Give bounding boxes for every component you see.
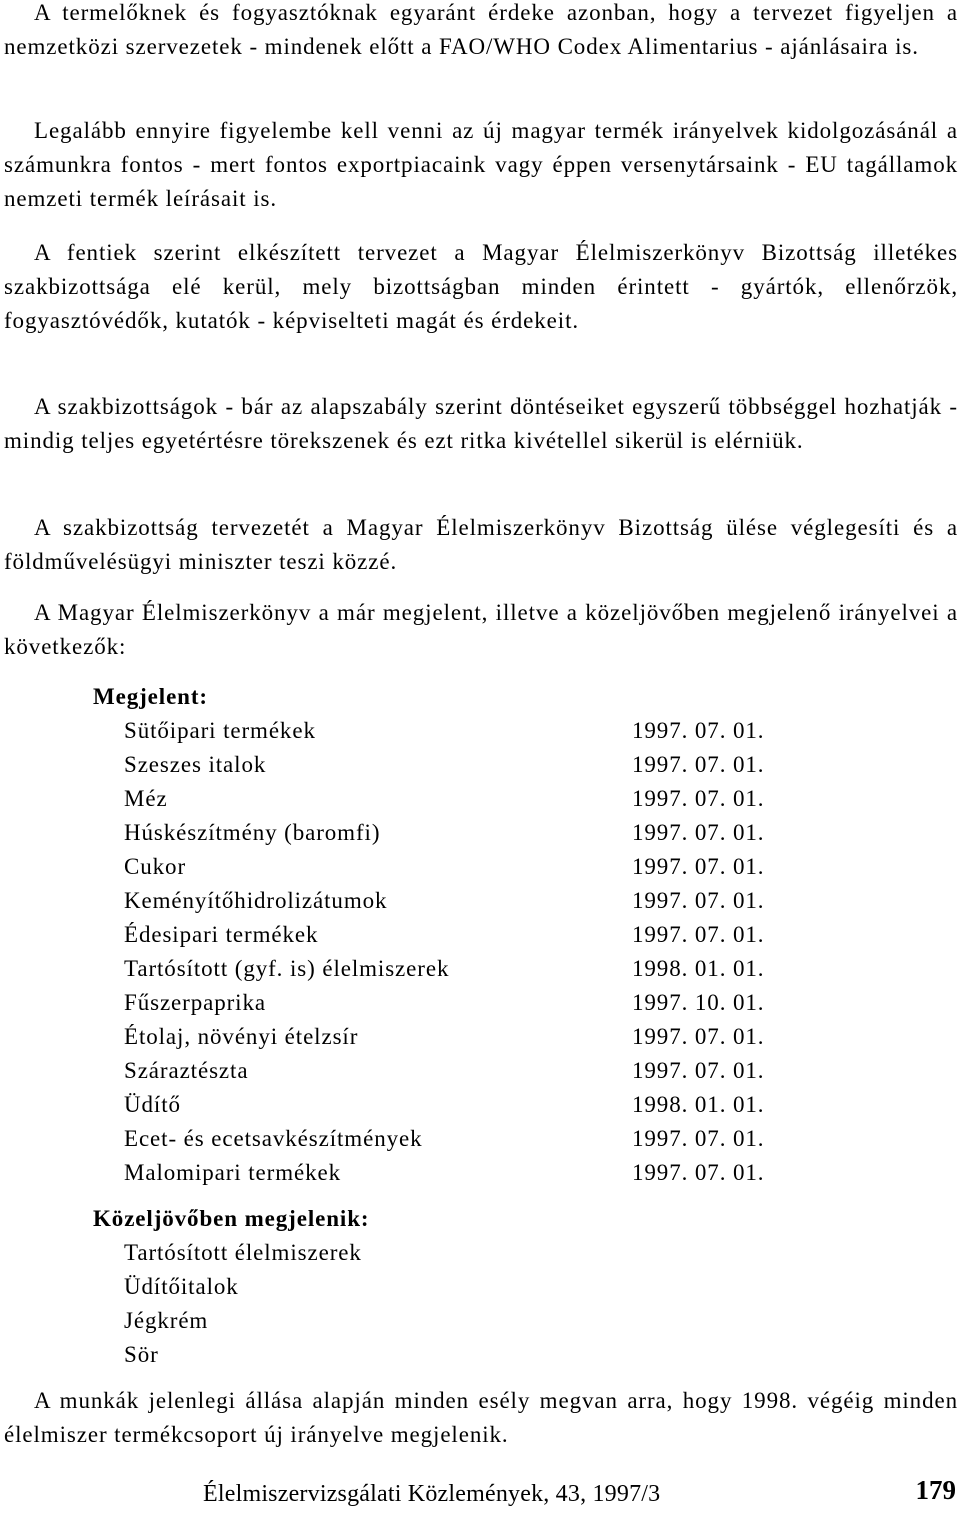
- paragraph-text: A termelőknek és fogyasztóknak egyaránt érdeke azonban, hogy a tervezet figyeljen a nemzetközi szervezetek - mindenek előtt a FAO/WHO Codex Alimentarius - ajánlásaira is.: [4, 0, 958, 59]
- item-name: Édesipari termékek: [124, 922, 319, 947]
- paragraph-closing: [4, 1384, 958, 1452]
- paragraph-text: Legalább ennyire figyelembe kell venni az új magyar termék irányelvek kidolgozásánál a számunkra fontos - mert fontos exportpiacaink vagy éppen versenytársaink - EU tagállamok nemzeti termék leírásait is.: [4, 118, 958, 211]
- list-item: [124, 1020, 824, 1054]
- upcoming-heading: Közeljövőben megjelenik:: [93, 1206, 370, 1231]
- upcoming-list: [124, 1236, 824, 1372]
- paragraph-text: A Magyar Élelmiszerkönyv a már megjelent, illetve a közeljövőben megjelenő irányelvei a következők:: [4, 600, 958, 659]
- list-item: [124, 782, 824, 816]
- item-name: Húskészítmény (baromfi): [124, 820, 381, 845]
- paragraph-eu-guidelines: [4, 114, 958, 216]
- list-item: [124, 918, 824, 952]
- paragraph-subcommittees: [4, 390, 958, 458]
- list-item: [124, 714, 824, 748]
- item-name: Étolaj, növényi ételzsír: [124, 1024, 359, 1049]
- item-date: 1997. 07. 01.: [632, 922, 765, 947]
- item-date: 1997. 07. 01.: [632, 854, 765, 879]
- paragraph-text: A szakbizottságok - bár az alapszabály szerint döntéseiket egyszerű többséggel hozhatják - mindig teljes egyetértésre törekszenek és ezt ritka kivétellel sikerül is elérniük.: [4, 394, 958, 453]
- list-item: [124, 850, 824, 884]
- item-date: 1998. 01. 01.: [632, 956, 765, 981]
- list-item: [124, 1156, 824, 1190]
- list-item: [124, 816, 824, 850]
- paragraph-text: A szakbizottság tervezetét a Magyar Élelmiszerkönyv Bizottság ülése véglegesíti és a földművelésügyi miniszter teszi közzé.: [4, 515, 958, 574]
- paragraph-codex: [4, 0, 958, 64]
- item-date: 1997. 07. 01.: [632, 786, 765, 811]
- item-date: 1997. 07. 01.: [632, 1058, 765, 1083]
- item-name: Cukor: [124, 854, 186, 879]
- item-date: 1997. 07. 01.: [632, 1126, 765, 1151]
- item-date: 1997. 07. 01.: [632, 888, 765, 913]
- item-name: Száraztészta: [124, 1058, 249, 1083]
- list-item: Jégkrém: [124, 1308, 209, 1333]
- list-item: [124, 1122, 824, 1156]
- item-name: Fűszerpaprika: [124, 990, 266, 1015]
- paragraph-list-intro: [4, 596, 958, 664]
- list-item: [124, 1054, 824, 1088]
- item-date: 1997. 07. 01.: [632, 1024, 765, 1049]
- journal-footer: Élelmiszervizsgálati Közlemények, 43, 1997/3: [203, 1481, 661, 1507]
- item-date: 1997. 07. 01.: [632, 1160, 765, 1185]
- paragraph-committee: [4, 236, 958, 338]
- paragraph-finalization: [4, 511, 958, 579]
- item-name: Malomipari termékek: [124, 1160, 342, 1185]
- item-date: 1998. 01. 01.: [632, 1092, 765, 1117]
- item-name: Méz: [124, 786, 168, 811]
- list-item: Sör: [124, 1342, 159, 1367]
- paragraph-text: A munkák jelenlegi állása alapján minden esély megvan arra, hogy 1998. végéig minden élelmiszer termékcsoport új irányelve megjelenik.: [4, 1388, 958, 1447]
- item-date: 1997. 10. 01.: [632, 990, 765, 1015]
- item-date: 1997. 07. 01.: [632, 752, 765, 777]
- item-name: Ecet- és ecetsavkészítmények: [124, 1126, 423, 1151]
- item-date: 1997. 07. 01.: [632, 718, 765, 743]
- paragraph-text: A fentiek szerint elkészített tervezet a Magyar Élelmiszerkönyv Bizottság illetékes szakbizottsága elé kerül, mely bizottságban minden érintett - gyártók, ellenőrzök, fogyasztóvédők, kutatók - képviselteti magát és érdekeit.: [4, 240, 958, 333]
- published-heading: Megjelent:: [93, 684, 208, 709]
- item-name: Keményítőhidrolizátumok: [124, 888, 388, 913]
- list-item: [124, 986, 824, 1020]
- item-name: Sütőipari termékek: [124, 718, 316, 743]
- list-item: [124, 748, 824, 782]
- list-item: Üdítőitalok: [124, 1274, 239, 1299]
- list-item: [124, 1088, 824, 1122]
- list-item: [124, 884, 824, 918]
- list-item: [124, 952, 824, 986]
- item-name: Üdítő: [124, 1092, 181, 1117]
- list-item: Tartósított élelmiszerek: [124, 1240, 362, 1265]
- item-name: Szeszes italok: [124, 752, 267, 777]
- item-name: Tartósított (gyf. is) élelmiszerek: [124, 956, 450, 981]
- page-number: 179: [915, 1475, 956, 1505]
- item-date: 1997. 07. 01.: [632, 820, 765, 845]
- published-list: [124, 714, 824, 1190]
